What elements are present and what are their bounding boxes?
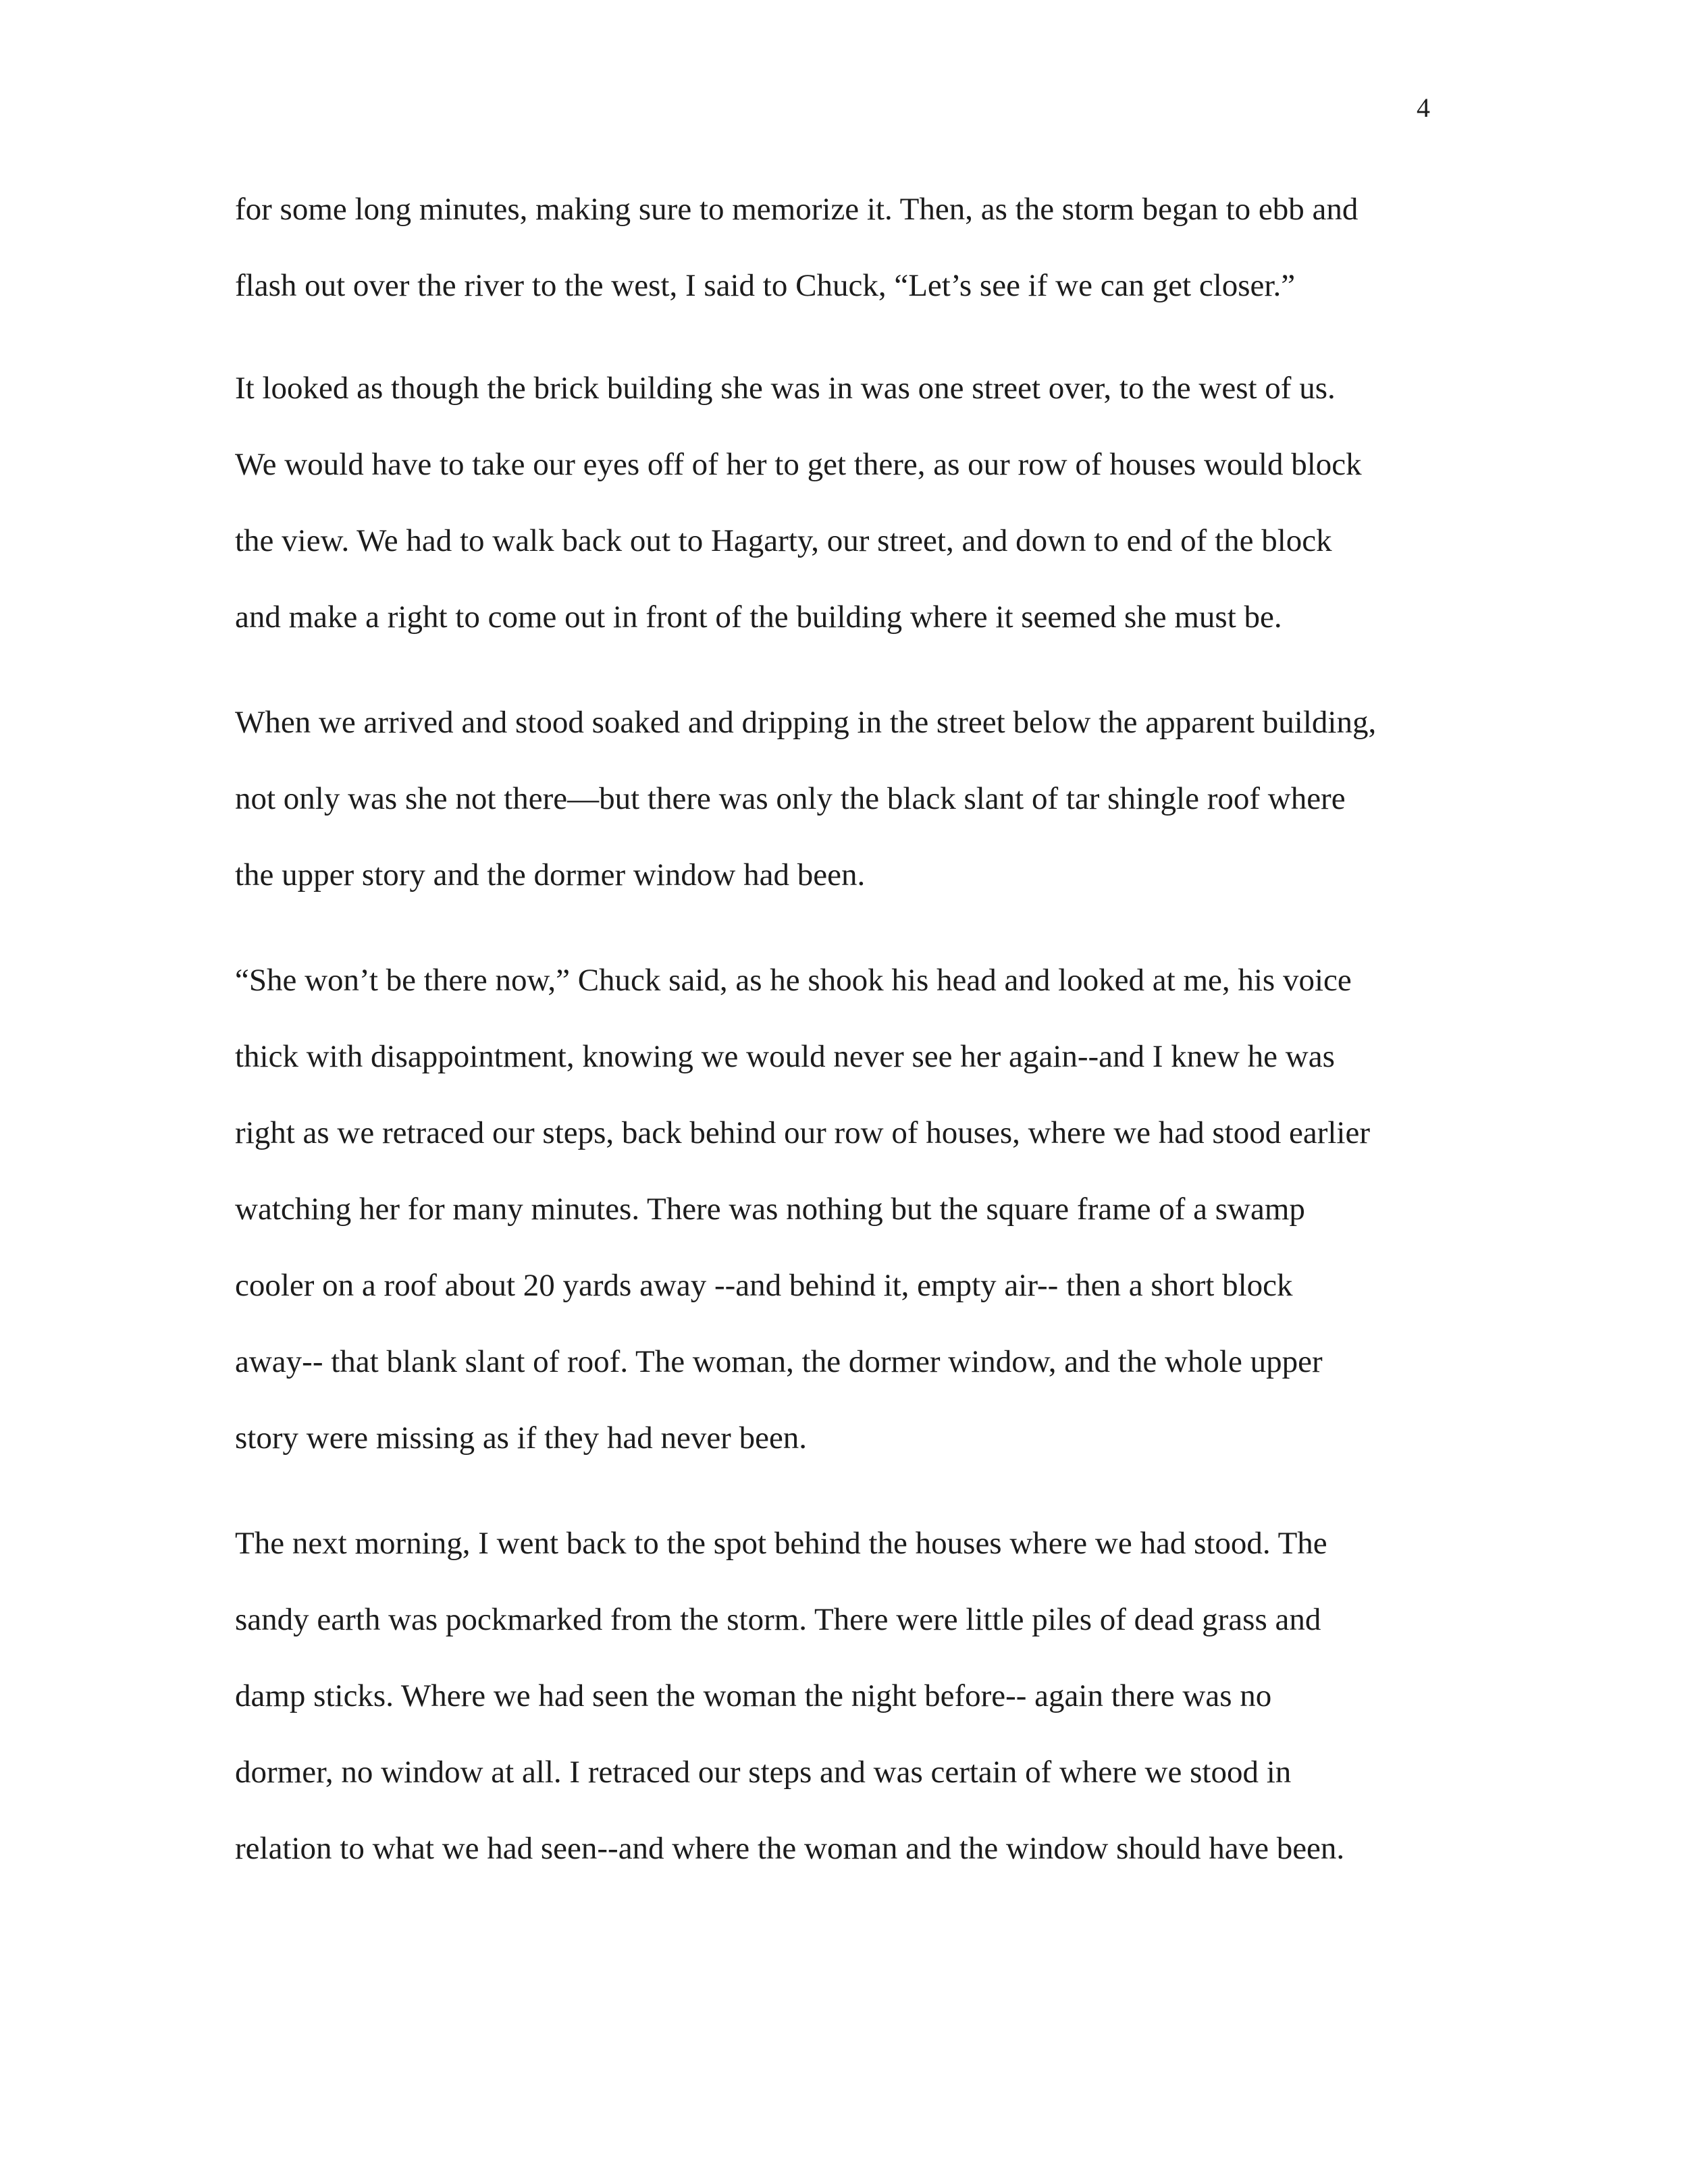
text-line: sandy earth was pockmarked from the storm. There were little piles of dead grass and — [235, 1602, 1321, 1637]
text-line: It looked as though the brick building she was in was one street over, to the west of us. — [235, 371, 1336, 406]
text-line: the upper story and the dormer window had been. — [235, 857, 866, 893]
text-line: “She won’t be there now,” Chuck said, as he shook his head and looked at me, his voice — [235, 963, 1352, 998]
text-line: story were missing as if they had never been. — [235, 1420, 808, 1456]
text-line: not only was she not there—but there was only the black slant of tar shingle roof where — [235, 781, 1346, 816]
text-line: dormer, no window at all. I retraced our steps and was certain of where we stood in — [235, 1755, 1292, 1790]
text-line: relation to what we had seen--and where the woman and the window should have been. — [235, 1831, 1345, 1866]
text-line: The next morning, I went back to the spot behind the houses where we had stood. The — [235, 1526, 1327, 1561]
page-number: 4 — [1417, 92, 1430, 123]
text-line: thick with disappointment, knowing we would never see her again--and I knew he was — [235, 1039, 1335, 1074]
text-line: the view. We had to walk back out to Hagarty, our street, and down to end of the block — [235, 523, 1332, 558]
text-line: for some long minutes, making sure to memorize it. Then, as the storm began to ebb and — [235, 192, 1359, 227]
text-line: away-- that blank slant of roof. The woman, the dormer window, and the whole upper — [235, 1344, 1323, 1379]
text-line: right as we retraced our steps, back behind our row of houses, where we had stood earlier — [235, 1115, 1370, 1150]
text-line: watching her for many minutes. There was nothing but the square frame of a swamp — [235, 1192, 1305, 1227]
text-line: cooler on a roof about 20 yards away --and behind it, empty air-- then a short block — [235, 1268, 1293, 1303]
text-line: When we arrived and stood soaked and dripping in the street below the apparent building, — [235, 705, 1377, 740]
text-line: We would have to take our eyes off of her to get there, as our row of houses would block — [235, 447, 1362, 482]
text-line: and make a right to come out in front of the building where it seemed she must be. — [235, 600, 1282, 635]
text-line: flash out over the river to the west, I said to Chuck, “Let’s see if we can get closer.” — [235, 268, 1296, 303]
text-line: damp sticks. Where we had seen the woman the night before-- again there was no — [235, 1678, 1272, 1713]
